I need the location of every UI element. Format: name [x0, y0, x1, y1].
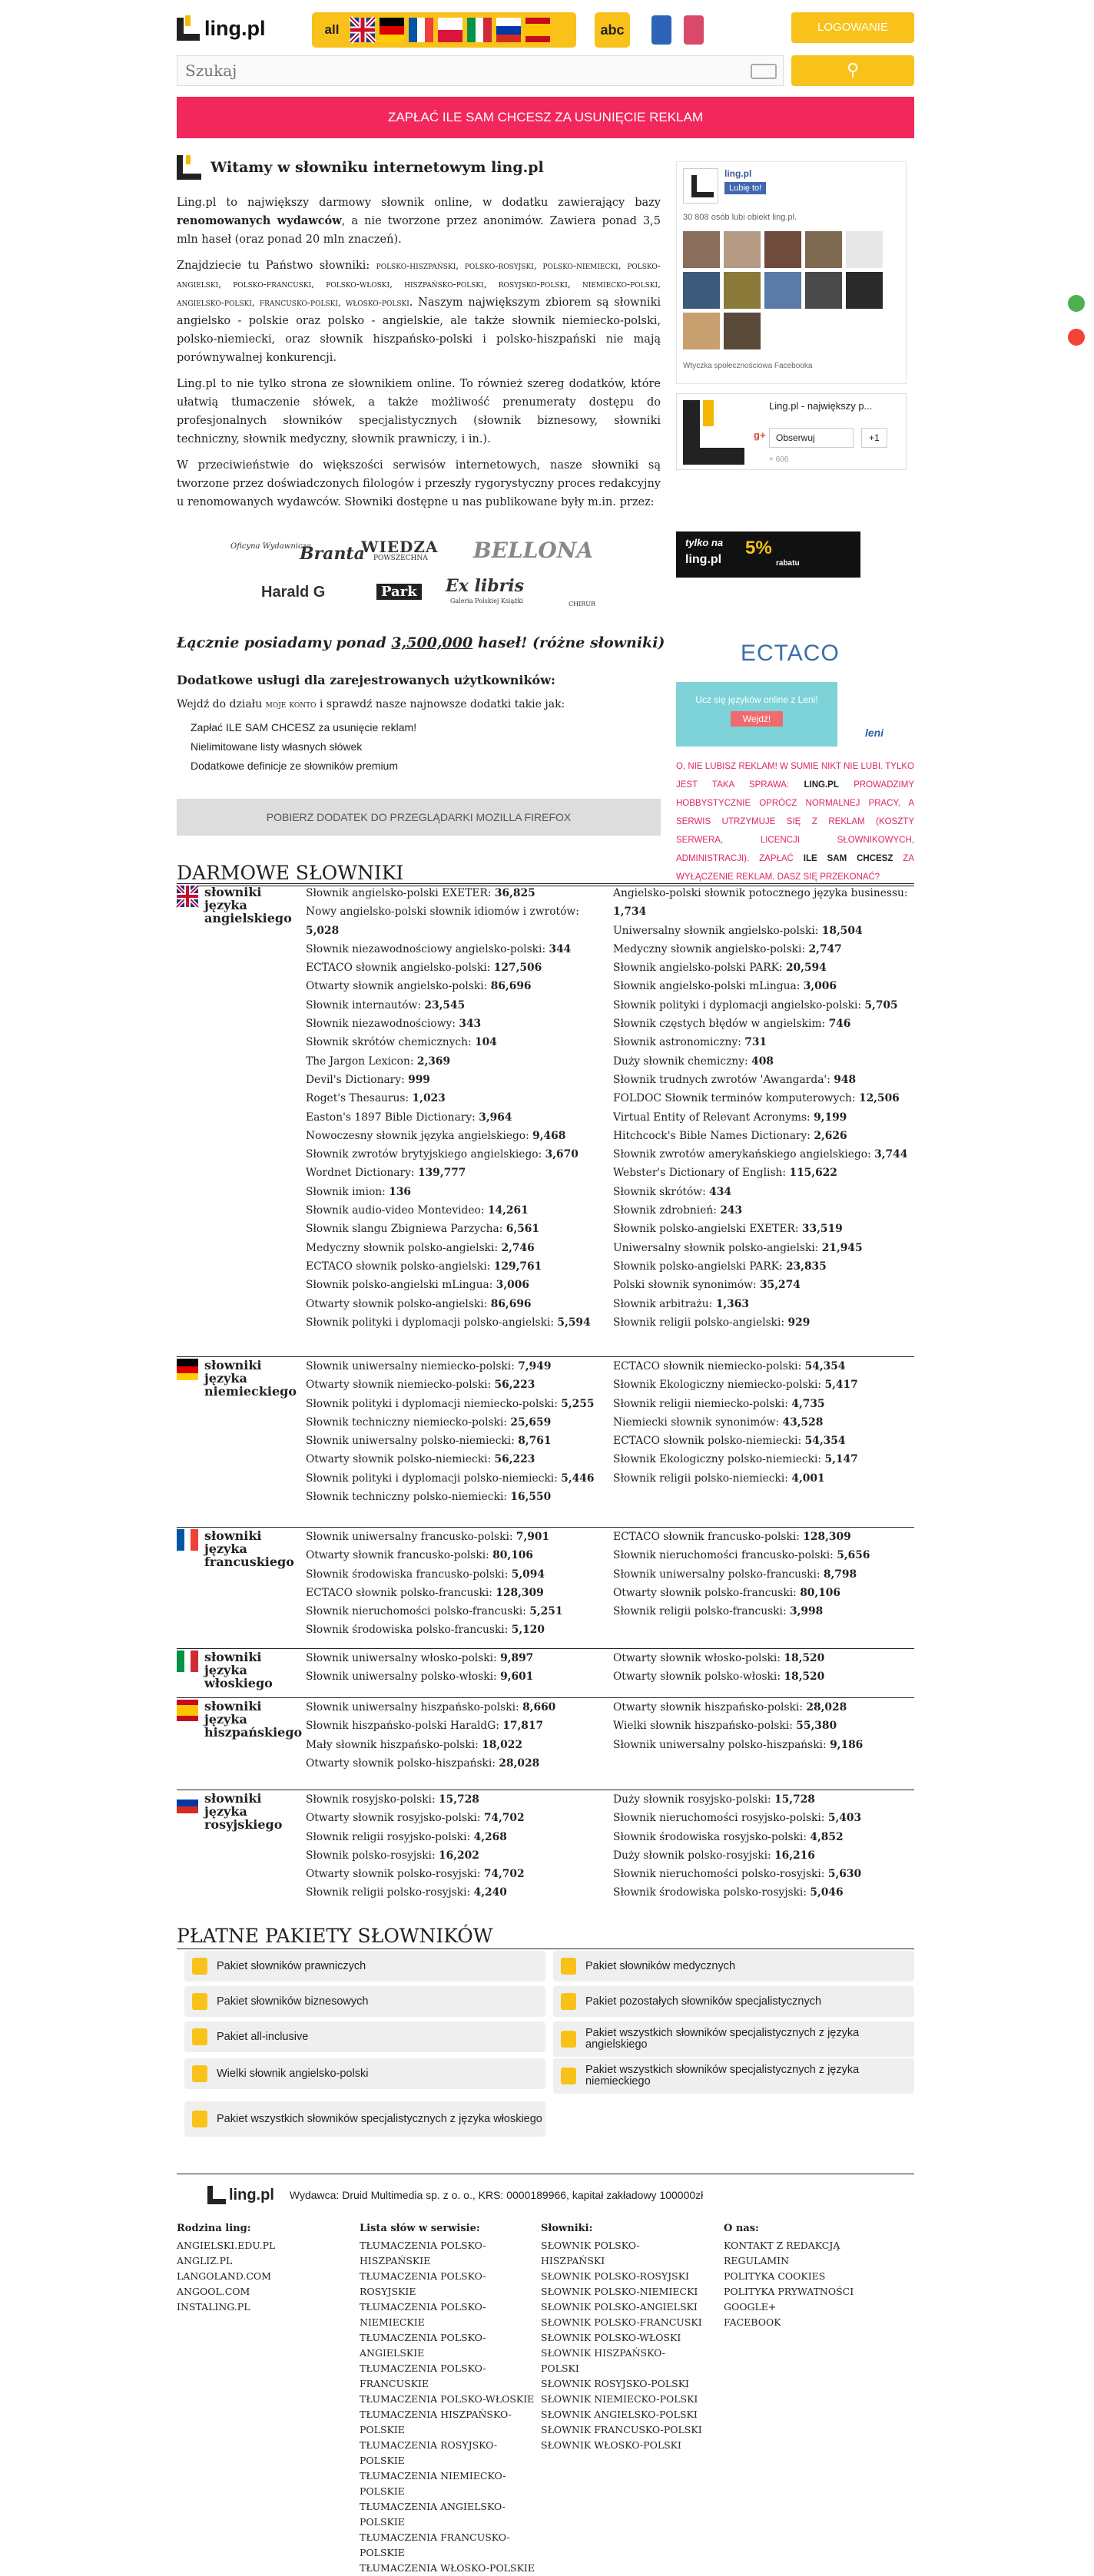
dictionary-item[interactable]: Słownik środowiska polsko-rosyjski: 5,046 [613, 1886, 844, 1899]
dictionary-item[interactable]: Słownik polityki i dyplomacji polsko-angielski: 5,594 [306, 1316, 591, 1329]
flag-en-icon [177, 886, 198, 907]
footer-link[interactable]: SŁOWNIK WŁOSKO-POLSKI [541, 2439, 681, 2451]
footer-link[interactable]: TŁUMACZENIA POLSKO-FRANCUSKIE [360, 2362, 486, 2389]
paid-package[interactable]: Pakiet słowników biznesowych [184, 1986, 545, 2017]
dictionary-item[interactable]: Słownik internautów: 23,545 [306, 998, 466, 1012]
paid-package[interactable]: Pakiet wszystkich słowników specjalistycznych z języka niemieckiego [553, 2058, 914, 2094]
fan-avatar[interactable] [683, 231, 720, 268]
lock-icon [561, 1958, 576, 1975]
header [177, 12, 914, 51]
footer-column-heading: O nas: [724, 2223, 759, 2234]
flag-fr-icon [177, 1529, 198, 1551]
dictionary-item[interactable]: Słownik zdrobnień: 243 [613, 1204, 743, 1217]
dictionary-item[interactable]: Słownik polsko-angielski EXETER: 33,519 [613, 1223, 843, 1236]
language-block-it [177, 1648, 914, 1693]
facebook-widget [676, 161, 907, 384]
flag-it-icon[interactable] [467, 18, 492, 42]
dictionary-item[interactable]: Słownik polsko-rosyjski: 16,202 [306, 1849, 479, 1862]
wiedza-logo: WIEDZA [361, 538, 439, 556]
fan-avatar[interactable] [805, 272, 842, 309]
dictionary-item[interactable]: Słownik niezawodnościowy: 343 [306, 1018, 482, 1031]
footer-logo-icon [207, 2186, 226, 2204]
dictionary-item[interactable]: Otwarty słownik rosyjsko-polski: 74,702 [306, 1812, 525, 1825]
paid-package[interactable]: Pakiet all-inclusive [184, 2021, 545, 2052]
dictionary-item[interactable]: Wordnet Dictionary: 139,777 [306, 1167, 466, 1180]
login-button[interactable]: LOGOWANIE [791, 12, 914, 43]
footer-link[interactable]: TŁUMACZENIA ROSYJSKO-POLSKIE [360, 2439, 498, 2466]
logo-mark-icon [177, 18, 200, 41]
footer-link[interactable]: TŁUMACZENIA FRANCUSKO-POLSKIE [360, 2531, 510, 2558]
footer-link[interactable]: SŁOWNIK ANGIELSKO-POLSKI [541, 2409, 698, 2420]
footer-link[interactable]: TŁUMACZENIA HISZPAŃSKO-POLSKIE [360, 2409, 512, 2435]
flag-es-icon[interactable] [525, 18, 550, 42]
fan-avatar[interactable] [683, 313, 720, 349]
search-input[interactable] [177, 56, 783, 85]
intro-paragraph: Ling.pl to największy darmowy słownik online, w dodatku zawierający bazy renomowanych wydawców, a nie tworzone przez anonimów. Zawiera ponad 3,5 mln haseł (oraz ponad 20 mln znaczeń). [177, 197, 661, 246]
language-heading[interactable] [177, 1359, 300, 1398]
leni-enter-button[interactable]: Wejdź! [731, 711, 783, 727]
dictionary-item[interactable]: ECTACO słownik polsko-niemiecki: 54,354 [613, 1435, 846, 1448]
language-block-ru [177, 1790, 914, 1914]
dictionary-list-left [306, 1528, 607, 1640]
gplus-count: + 606 [769, 455, 789, 464]
dictionary-item[interactable]: ECTACO słownik polsko-angielski: 129,761 [306, 1260, 542, 1273]
footer-link[interactable]: TŁUMACZENIA NIEMIECKO-POLSKIE [360, 2470, 506, 2497]
dictionary-item[interactable]: Słownik religii polsko-niemiecki: 4,001 [613, 1472, 825, 1485]
fan-avatar[interactable] [764, 231, 801, 268]
dictionary-item[interactable]: Angielsko-polski słownik potocznego języka businessu: 1,734 [613, 887, 908, 919]
dictionary-item[interactable]: Nowy angielsko-polski słownik idiomów i zwrotów: 5,028 [306, 906, 579, 937]
dictionary-item[interactable]: Słownik polsko-angielski mLingua: 3,006 [306, 1279, 529, 1292]
dictionary-item[interactable]: Słownik hiszpańsko-polski HaraldG: 17,817 [306, 1720, 544, 1733]
fb-page-name[interactable]: ling.pl [724, 168, 752, 179]
fan-avatar[interactable] [724, 313, 761, 349]
flag-pl-icon[interactable] [438, 18, 462, 42]
flag-de-icon [177, 1359, 198, 1380]
flag-ru-icon [177, 1792, 198, 1813]
footer-top [207, 2186, 703, 2204]
language-heading[interactable] [177, 1699, 303, 1740]
extras-item[interactable]: Nielimitowane listy własnych słówek [191, 740, 363, 753]
dictionary-item[interactable]: Otwarty słownik polsko-niemiecki: 56,223 [306, 1453, 535, 1466]
dictionary-item[interactable]: Słownik skrótów chemicznych: 104 [306, 1036, 497, 1049]
dictionary-item[interactable]: Słownik techniczny polsko-niemiecki: 16,550 [306, 1491, 552, 1504]
footer-link[interactable]: TŁUMACZENIA POLSKO-NIEMIECKIE [360, 2301, 486, 2328]
footer-column-heading: Lista słów w serwisie: [360, 2223, 480, 2234]
dictionary-item[interactable]: Roget's Thesaurus: 1,023 [306, 1092, 446, 1105]
dictionary-item[interactable]: Polski słownik synonimów: 35,274 [613, 1279, 801, 1292]
dictionaries-paragraph: Znajdziecie tu Państwo słowniki: polsko-hiszpański, polsko-rosyjski, polsko-niemiecki, polsko-angielski, polsko-francuski, polsko-włoski, hiszpańsko-polski, rosyjsko-polski, niemiecko-polski, angielsko-polski, francusko-polski, włosko-polski. Naszym największym zbiorem są słowniki angielsko - polskie oraz polsko - angielskie, ale także słownik niemiecko-polski, polsko-niemiecki, oraz słownik hiszpańsko-polski i polsko-hiszpański nie mają porównywalnej konkurencji. [177, 260, 661, 364]
footer-link[interactable]: GOOGLE+ [724, 2301, 777, 2313]
language-heading[interactable] [177, 1792, 300, 1831]
paid-package[interactable]: Wielki słownik angielsko-polski [184, 2058, 545, 2089]
dictionary-item[interactable]: Otwarty słownik hiszpańsko-polski: 28,028 [613, 1701, 847, 1713]
footer-link[interactable]: REGULAMIN [724, 2255, 790, 2266]
fan-avatar[interactable] [724, 231, 761, 268]
dictionary-item[interactable]: Niemiecki słownik synonimów: 43,528 [613, 1415, 824, 1429]
dictionary-list-right [613, 1649, 914, 1687]
flag-fr-icon[interactable] [409, 18, 433, 42]
dictionary-item[interactable]: Słownik częstych błędów w angielskim: 746 [613, 1018, 851, 1031]
dictionary-item[interactable]: Otwarty słownik polsko-hiszpański: 28,028 [306, 1757, 540, 1770]
fb-like-button[interactable]: Lubię to! [724, 182, 766, 194]
footer-link[interactable]: POLITYKA COOKIES [724, 2270, 826, 2282]
dictionary-item[interactable]: Hitchcock's Bible Names Dictionary: 2,626 [613, 1129, 847, 1142]
dictionary-item[interactable]: Słownik imion: 136 [306, 1185, 412, 1198]
paid-package[interactable]: Pakiet słowników prawniczych [184, 1951, 545, 1982]
lock-icon [561, 2031, 576, 2048]
dictionary-item[interactable]: Słownik uniwersalny polsko-niemiecki: 8,761 [306, 1435, 552, 1448]
dictionary-item[interactable]: Słownik slangu Zbigniewa Parzycha: 6,561 [306, 1223, 539, 1236]
footer-link[interactable]: ANGOOL.COM [177, 2286, 250, 2297]
ling-mark-icon [177, 155, 201, 180]
fan-avatar[interactable] [683, 272, 720, 309]
footer-link[interactable]: SŁOWNIK POLSKO-ROSYJSKI [541, 2270, 689, 2282]
language-name: słowniki języka hiszpańskiego [204, 1699, 303, 1740]
green-side-icon[interactable] [1068, 295, 1085, 312]
bellona-logo: BELLONA [473, 538, 594, 563]
dictionary-item[interactable]: Medyczny słownik angielsko-polski: 2,747 [613, 942, 842, 955]
dictionary-item[interactable]: Słownik techniczny niemiecko-polski: 25,659 [306, 1415, 552, 1429]
red-side-icon[interactable] [1068, 329, 1085, 346]
dictionary-list-right [613, 1528, 914, 1621]
footer-column-heading: Rodzina ling: [177, 2223, 251, 2234]
dictionary-item[interactable]: Słownik uniwersalny niemiecko-polski: 7,949 [306, 1360, 552, 1372]
lock-icon [192, 1993, 207, 2010]
dictionary-item[interactable]: FOLDOC Słownik terminów komputerowych: 12,506 [613, 1092, 900, 1105]
language-name: słowniki języka francuskiego [204, 1528, 294, 1569]
dictionary-item[interactable]: Uniwersalny słownik polsko-angielski: 21,945 [613, 1241, 863, 1254]
language-name: słowniki języka włoskiego [204, 1650, 273, 1690]
language-heading[interactable] [177, 886, 300, 925]
dictionary-list-left [306, 1649, 607, 1687]
ads-note: O, NIE LUBISZ REKLAM! W SUMIE NIKT NIE LUBI. TYLKO JEST TAKA SPRAWA: LING.PL PROWADZIMY HOBBYSTYCZNIE OPRÓCZ NORMALNEJ PRACY, A SERWIS UTRZYMUJE SIĘ Z REKLAM (KOSZTY SERWERA, LICENCJI SŁOWNIKOWYCH, ADMINISTRACJI). ZAPŁAĆ ILE SAM CHCESZ ZA WYŁĄCZENIE REKLAM. DASZ SIĘ PRZEKONAĆ? [676, 762, 914, 882]
dictionary-item[interactable]: Słownik uniwersalny francusko-polski: 7,901 [306, 1531, 550, 1543]
dictionary-item[interactable]: Słownik arbitrażu: 1,363 [613, 1297, 749, 1310]
footer-link[interactable]: ANGIELSKI.EDU.PL [177, 2240, 276, 2251]
dictionary-item[interactable]: Słownik nieruchomości francusko-polski: 5,656 [613, 1549, 870, 1562]
dictionary-item[interactable]: Webster's Dictionary of English: 115,622 [613, 1167, 837, 1180]
footer-link[interactable]: SŁOWNIK ROSYJSKO-POLSKI [541, 2378, 689, 2389]
extras-intro: Wejdź do działu moje konto i sprawdź nasze najnowsze dodatki takie jak: [177, 698, 565, 710]
dictionary-item[interactable]: Słownik religii rosyjsko-polski: 4,268 [306, 1830, 507, 1843]
leni-ad[interactable]: Ucz się języków online z Leni! Wejdź! [676, 682, 837, 747]
dictionary-item[interactable]: ECTACO słownik niemiecko-polski: 54,354 [613, 1360, 846, 1372]
remove-ads-banner[interactable]: ZAPŁAĆ ILE SAM CHCESZ ZA USUNIĘCIE REKLAM [177, 97, 914, 138]
language-name: słowniki języka niemieckiego [204, 1358, 297, 1399]
publishers-paragraph: W przeciwieństwie do większości serwisów internetowych, nasze słowniki są tworzone przez doświadczonych filologów i przeszły rygorystyczny proces redakcyjny u renomowanych wydawców. Słowniki dostępne u nas publikowane były m.in. przez: [177, 459, 661, 508]
dictionary-item[interactable]: Słownik środowiska polsko-francuski: 5,120 [306, 1624, 545, 1637]
footer-link[interactable]: SŁOWNIK NIEMIECKO-POLSKI [541, 2393, 698, 2405]
gplus-follow-button[interactable]: Obserwuj [769, 428, 854, 448]
dictionary-list-right [613, 1698, 914, 1754]
footer-column-c4 [724, 2221, 877, 2330]
language-block-de [177, 1356, 914, 1522]
fan-avatar[interactable] [846, 272, 883, 309]
dictionary-item[interactable]: Słownik uniwersalny polsko-hiszpański: 9,186 [613, 1738, 864, 1751]
dictionary-item[interactable]: Słownik uniwersalny włosko-polski: 9,897 [306, 1652, 534, 1664]
leni-logo[interactable]: leni [864, 727, 884, 739]
addons-paragraph: Ling.pl to nie tylko strona ze słownikiem online. To również szereg dodatków, które ułatwią tłumaczenie słówek, a także możliwość prenumeraty dostępu do profesjonalnych słowników specjalistycznych (słownik biznesowy, słowniki techniczny, słownik medyczny, słownik prawniczy, i in.). [177, 378, 661, 445]
dictionary-item[interactable]: Otwarty słownik polsko-rosyjski: 74,702 [306, 1868, 525, 1881]
footer-logo[interactable]: ling.pl [207, 2186, 274, 2204]
dictionary-item[interactable]: Słownik angielsko-polski EXETER: 36,825 [306, 887, 535, 899]
dictionary-item[interactable]: Otwarty słownik francusko-polski: 80,106 [306, 1549, 534, 1562]
search-button[interactable] [791, 55, 914, 86]
dictionary-item[interactable]: Otwarty słownik polsko-angielski: 86,696 [306, 1297, 532, 1310]
dictionary-item[interactable]: Słownik uniwersalny polsko-włoski: 9,601 [306, 1670, 534, 1684]
dictionary-item[interactable]: Słownik religii polsko-rosyjski: 4,240 [306, 1886, 507, 1899]
gplus-logo [683, 400, 744, 465]
dictionary-item[interactable]: Słownik skrótów: 434 [613, 1185, 731, 1198]
language-name: słowniki języka rosyjskiego [204, 1791, 283, 1832]
language-selector [312, 12, 576, 48]
fan-avatar[interactable] [724, 272, 761, 309]
dictionary-item[interactable]: Słownik uniwersalny polsko-francuski: 8,798 [613, 1568, 857, 1581]
fb-fans-grid [683, 231, 900, 349]
footer-link[interactable]: SŁOWNIK POLSKO-ANGIELSKI [541, 2301, 698, 2313]
exlibris-logo: Ex libris [446, 576, 524, 596]
dictionary-item[interactable]: Słownik Ekologiczny polsko-niemiecki: 5,147 [613, 1453, 858, 1466]
branta-logo: Branta [300, 544, 365, 564]
footer-link[interactable]: SŁOWNIK FRANCUSKO-POLSKI [541, 2424, 702, 2435]
dictionary-item[interactable]: Słownik polsko-angielski PARK: 23,835 [613, 1260, 827, 1273]
oficyna-label: Oficyna Wydawnicza [230, 542, 311, 551]
footer-column-c1 [177, 2221, 330, 2315]
dictionary-item[interactable]: ECTACO słownik polsko-francuski: 128,309 [306, 1586, 544, 1599]
paid-package[interactable]: Pakiet słowników medycznych [553, 1951, 914, 1982]
dictionary-item[interactable]: Słownik religii niemiecko-polski: 4,735 [613, 1397, 825, 1410]
footer-link[interactable]: TŁUMACZENIA POLSKO-ANGIELSKIE [360, 2332, 486, 2359]
dictionary-item[interactable]: Słownik zwrotów brytyjskiego angielskiego: 3,670 [306, 1148, 578, 1161]
dictionary-item[interactable]: ECTACO słownik angielsko-polski: 127,506 [306, 962, 542, 975]
site-logo[interactable]: ling.pl [177, 17, 265, 41]
dictionary-item[interactable]: Otwarty słownik niemiecko-polski: 56,223 [306, 1379, 535, 1392]
dictionary-item[interactable]: Wielki słownik hiszpańsko-polski: 55,380 [613, 1720, 837, 1733]
dictionary-item[interactable]: Słownik nieruchomości polsko-rosyjski: 5,630 [613, 1868, 862, 1881]
footer-link[interactable]: FACEBOOK [724, 2316, 781, 2328]
dictionary-item[interactable]: Słownik środowiska francusko-polski: 5,094 [306, 1568, 545, 1581]
publisher-logos [230, 538, 607, 614]
lock-icon [192, 2111, 207, 2127]
fb-like-count: 30 808 osób lubi obiekt ling.pl. [683, 213, 797, 222]
abc-button[interactable]: abc [595, 12, 630, 48]
dictionary-item[interactable]: Słownik niezawodnościowy angielsko-polski: 344 [306, 942, 572, 955]
dictionary-item[interactable]: Medyczny słownik polsko-angielski: 2,746 [306, 1241, 535, 1254]
footer-link[interactable]: KONTAKT Z REDAKCJĄ [724, 2240, 840, 2251]
dictionary-item[interactable]: The Jargon Lexicon: 2,369 [306, 1055, 451, 1068]
exlibris-sub: Galeria Polskiej Książki [450, 598, 523, 604]
dictionary-list-left [306, 884, 607, 1332]
discount-ad[interactable]: tylko na 5% ling.pl rabatu [676, 531, 860, 578]
flag-it-icon [177, 1651, 198, 1672]
fb-plugin-note: Wtyczka społecznościowa Facebooka [683, 362, 813, 370]
footer-link[interactable]: SŁOWNIK POLSKO-NIEMIECKI [541, 2286, 698, 2297]
lock-icon [192, 2065, 207, 2082]
fb-page-logo[interactable] [683, 168, 718, 204]
dictionary-item[interactable]: Uniwersalny słownik angielsko-polski: 18,504 [613, 924, 863, 937]
dictionary-item[interactable]: Duży słownik polsko-rosyjski: 16,216 [613, 1849, 815, 1862]
android-app-icon[interactable] [684, 15, 704, 45]
harald-logo: Harald G [261, 584, 326, 601]
dictionary-item[interactable]: Słownik zwrotów amerykańskiego angielskiego: 3,744 [613, 1148, 908, 1161]
lock-icon [561, 1993, 576, 2010]
footer-link[interactable]: LANGOLAND.COM [177, 2270, 271, 2282]
footer-link[interactable]: TŁUMACZENIA POLSKO-HISZPAŃSKIE [360, 2240, 486, 2266]
language-heading[interactable] [177, 1529, 300, 1568]
lock-icon [192, 2028, 207, 2045]
dictionary-item[interactable]: Słownik polityki i dyplomacji polsko-niemiecki: 5,446 [306, 1472, 595, 1485]
dictionary-list-left [306, 1698, 607, 1773]
fan-avatar[interactable] [764, 272, 801, 309]
firefox-addon-button[interactable]: POBIERZ DODATEK DO PRZEGLĄDARKI MOZILLA FIREFOX [177, 799, 661, 836]
dictionary-item[interactable]: Słownik astronomiczny: 731 [613, 1036, 767, 1049]
dictionary-item[interactable]: Otwarty słownik polsko-francuski: 80,106 [613, 1586, 841, 1599]
dictionary-item[interactable]: Virtual Entity of Relevant Acronyms: 9,199 [613, 1111, 847, 1124]
dictionary-list-right [613, 884, 914, 1332]
flag-ru-icon[interactable] [496, 18, 521, 42]
dictionary-item[interactable]: Słownik angielsko-polski PARK: 20,594 [613, 962, 827, 975]
dictionary-item[interactable]: Słownik uniwersalny hiszpańsko-polski: 8,660 [306, 1701, 556, 1713]
dictionary-item[interactable]: Słownik polityki i dyplomacji niemiecko-polski: 5,255 [306, 1397, 595, 1410]
footer-link[interactable]: TŁUMACZENIA ANGIELSKO-POLSKIE [360, 2501, 506, 2528]
lock-icon [561, 2068, 576, 2084]
paid-package[interactable]: Pakiet pozostałych słowników specjalistycznych [553, 1986, 914, 2017]
dictionary-item[interactable]: ECTACO słownik francusko-polski: 128,309 [613, 1531, 851, 1543]
footer-column-c3 [541, 2221, 702, 2453]
dictionary-item[interactable]: Słownik nieruchomości polsko-francuski: 5,251 [306, 1605, 563, 1618]
footer-link[interactable]: INSTALING.PL [177, 2301, 250, 2313]
dictionary-item[interactable]: Otwarty słownik angielsko-polski: 86,696 [306, 980, 532, 993]
extras-title: Dodatkowe usługi dla zarejestrowanych użytkowników: [177, 673, 555, 687]
dictionary-item[interactable]: Otwarty słownik polsko-włoski: 18,520 [613, 1670, 825, 1684]
language-block-es [177, 1697, 914, 1783]
dictionary-item[interactable]: Słownik polityki i dyplomacji angielsko-polski: 5,705 [613, 998, 898, 1012]
mobile-app-icon[interactable] [651, 15, 671, 45]
fan-avatar[interactable] [846, 231, 883, 268]
dictionary-item[interactable]: Mały słownik hiszpańsko-polski: 18,022 [306, 1738, 522, 1751]
flag-de-icon[interactable] [380, 18, 404, 42]
footer-link[interactable]: SŁOWNIK POLSKO-FRANCUSKI [541, 2316, 702, 2328]
footer-link[interactable]: SŁOWNIK HISZPAŃSKO-POLSKI [541, 2347, 666, 2374]
dictionary-item[interactable]: Duży słownik rosyjsko-polski: 15,728 [613, 1793, 815, 1806]
language-block-en [177, 883, 914, 1353]
chirur-logo: CHIRUR [569, 601, 596, 608]
dictionary-item[interactable]: Słownik religii polsko-francuski: 3,998 [613, 1605, 824, 1618]
total-entries: Łącznie posiadamy ponad 3,500,000 haseł! (różne słowniki) [177, 634, 665, 651]
dictionary-item[interactable]: Słownik audio-video Montevideo: 14,261 [306, 1204, 529, 1217]
footer-column-c2 [360, 2221, 536, 2576]
keyboard-icon[interactable] [751, 64, 777, 79]
footer-link[interactable]: TŁUMACZENIA POLSKO-WŁOSKIE [360, 2393, 535, 2405]
dictionary-item[interactable]: Słownik środowiska rosyjsko-polski: 4,852 [613, 1830, 844, 1843]
publisher-info: Wydawca: Druid Multimedia sp. z o. o., KRS: 0000189966, kapitał zakładowy 100000zł [289, 2189, 704, 2201]
welcome-section [177, 155, 661, 519]
flag-es-icon [177, 1700, 198, 1721]
dictionary-item[interactable]: Słownik Ekologiczny niemiecko-polski: 5,417 [613, 1379, 858, 1392]
dictionary-list-right [613, 1357, 914, 1488]
footer-column-heading: Słowniki: [541, 2223, 593, 2234]
footer-link[interactable]: ANGLIZ.PL [177, 2255, 233, 2266]
footer-link[interactable]: TŁUMACZENIA POLSKO-ROSYJSKIE [360, 2270, 486, 2297]
extras-list [191, 718, 661, 776]
extras-item[interactable]: Dodatkowe definicje ze słowników premium [191, 760, 399, 772]
gplus-plus-one-button[interactable]: +1 [861, 428, 887, 448]
gplus-page-name[interactable]: Ling.pl - największy p... [769, 400, 873, 412]
free-dictionaries-title: DARMOWE SŁOWNIKI [177, 862, 914, 886]
flag-en-icon[interactable] [350, 18, 375, 42]
footer-link[interactable]: SŁOWNIK POLSKO-HISZPAŃSKI [541, 2240, 640, 2266]
fan-avatar[interactable] [805, 231, 842, 268]
ectaco-ad[interactable]: ECTACO [741, 641, 840, 666]
paid-package[interactable]: Pakiet wszystkich słowników specjalistycznych z języka angielskiego [553, 2021, 914, 2057]
footer-link[interactable]: SŁOWNIK POLSKO-WŁOSKI [541, 2332, 681, 2343]
dictionary-item[interactable]: Słownik angielsko-polski mLingua: 3,006 [613, 980, 837, 993]
search-box [177, 55, 784, 86]
lang-all-button[interactable]: all [324, 22, 340, 37]
gplus-icon: g+ [754, 429, 766, 441]
footer-link[interactable]: POLITYKA PRYWATNOŚCI [724, 2286, 854, 2297]
registered-extras [177, 673, 661, 776]
paid-package[interactable]: Pakiet wszystkich słowników specjalistycznych z języka włoskiego [184, 2101, 545, 2137]
language-name: słowniki języka angielskiego [204, 885, 292, 925]
park-logo: Park [376, 584, 422, 600]
dictionary-item[interactable]: Easton's 1897 Bible Dictionary: 3,964 [306, 1111, 512, 1124]
dictionary-item[interactable]: Otwarty słownik włosko-polski: 18,520 [613, 1652, 825, 1664]
welcome-title: Witamy w słowniku internetowym ling.pl [211, 159, 544, 176]
search-icon: ⚲ [846, 61, 860, 80]
dictionary-item[interactable]: Nowoczesny słownik języka angielskiego: 9,468 [306, 1129, 566, 1142]
dictionary-item[interactable]: Duży słownik chemiczny: 408 [613, 1055, 774, 1068]
dictionary-list-right [613, 1790, 914, 1902]
dictionary-item[interactable]: Słownik nieruchomości rosyjsko-polski: 5,403 [613, 1812, 862, 1825]
lock-icon [192, 1958, 207, 1975]
language-heading[interactable] [177, 1651, 300, 1690]
dictionary-list-left [306, 1357, 607, 1506]
footer-link[interactable]: TŁUMACZENIA WŁOSKO-POLSKIE [360, 2562, 535, 2574]
extras-item[interactable]: Zapłać ILE SAM CHCESZ za usunięcie reklam! [191, 721, 417, 733]
dictionary-list-left [306, 1790, 607, 1902]
dictionary-item[interactable]: Devil's Dictionary: 999 [306, 1073, 430, 1086]
paid-packages-title: PŁATNE PAKIETY SŁOWNIKÓW [177, 1925, 914, 1949]
dictionary-item[interactable]: Słownik rosyjsko-polski: 15,728 [306, 1793, 479, 1806]
google-plus-widget [676, 393, 907, 470]
dictionary-item[interactable]: Słownik trudnych zwrotów 'Awangarda': 948 [613, 1073, 857, 1086]
dictionary-item[interactable]: Słownik religii polsko-angielski: 929 [613, 1316, 811, 1329]
wiedza-sub: POWSZECHNA [373, 555, 428, 562]
language-block-fr [177, 1527, 914, 1644]
